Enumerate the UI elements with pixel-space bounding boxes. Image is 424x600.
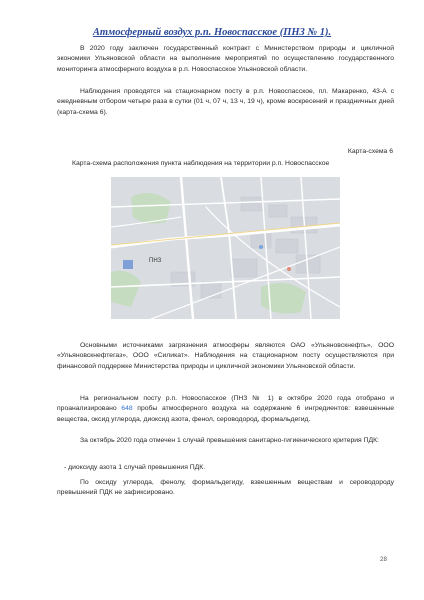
paragraph-samples: На региональном посту р.п. Новоспасское (ПНЗ № 1) в октябре 2020 года отобрано и проанализировано 648 пробы атмосферного воздуха на содержание 6 ингредиентов: взвешенные вещества, оксид углерода, диоксид азота, фенол, сероводород, формальдегид. bbox=[57, 395, 394, 423]
map-station-label: ПНЗ bbox=[149, 258, 162, 264]
station-map bbox=[111, 177, 340, 319]
paragraph-no-exceedance: По оксиду углерода, фенолу, формальдегиду, взвешенным веществам и сероводороду превышений ПДК не зафиксировано. bbox=[57, 479, 394, 497]
paragraph-observations: Наблюдения проводятся на стационарном посту в р.п. Новоспасское, пл. Макаренко, 43-А с ежедневным отбором четыре раза в сутки (01 ч, 07 ч, 13 ч, 19 ч), кроме воскресений и праздничных дней (карта-схема 6). bbox=[57, 88, 394, 116]
bullet-nitrogen-dioxide: - диоксиду азота 1 случай превышения ПДК. bbox=[64, 464, 206, 471]
map-drawing bbox=[111, 177, 340, 319]
paragraph-contract: В 2020 году заключен государственный контракт с Министерством природы и цикличной экономики Ульяновской области на выполнение мероприятий по осуществлению государственного мониторинга атмосферного воздуха в р.п. Новоспасское Ульяновской области. bbox=[57, 45, 394, 73]
samples-count: 648 bbox=[121, 405, 133, 413]
page-number: 28 bbox=[380, 556, 387, 563]
page-title: Атмосферный воздух р.п. Новоспасское (ПНЗ № 1). bbox=[92, 27, 332, 38]
paragraph-exceedance: За октябрь 2020 года отмечен 1 случай превышения санитарно-гигиенического критерия ПДК: bbox=[80, 437, 379, 444]
map-caption: Карта-схема расположения пункта наблюдения на территории р.п. Новоспасское bbox=[72, 160, 330, 167]
map-number: Карта-схема 6 bbox=[347, 148, 393, 155]
paragraph-sources: Основными источниками загрязнения атмосферы являются ОАО «Ульяновскнефть», ООО «Ульяновскнефтегаз», ООО «Силикат». Наблюдения на стационарном посту осуществляются при финансовой поддержке Министерства природы и цикличной экономики Ульяновской области. bbox=[57, 342, 394, 370]
